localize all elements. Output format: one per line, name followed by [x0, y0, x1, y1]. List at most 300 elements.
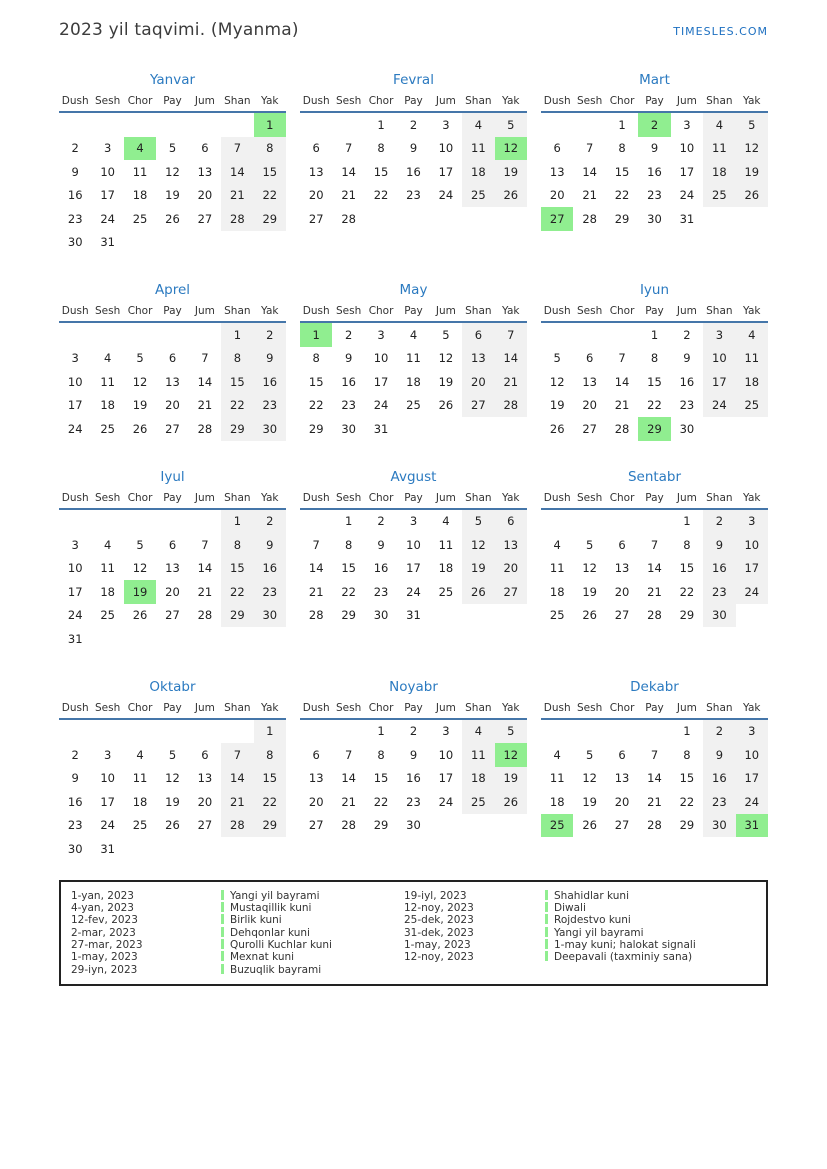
day-header: Jum [435, 95, 456, 107]
week-row [59, 580, 286, 604]
date-cell: 13 [495, 533, 527, 557]
empty-cell [495, 814, 527, 838]
day-header: Shan [465, 701, 492, 714]
date-cell: 19 [165, 794, 180, 809]
date-cell: 30 [341, 421, 356, 436]
month-yanvar [59, 72, 286, 254]
empty-cell [430, 814, 462, 838]
month-title[interactable]: Sentabr [627, 468, 682, 485]
week-row [300, 207, 527, 231]
day-header: Yak [261, 95, 279, 107]
date-cell: 31 [679, 211, 695, 226]
date-cell: 3 [703, 323, 735, 347]
week-row [541, 557, 768, 581]
day-header: Dush [61, 701, 89, 714]
day-header: Chor [609, 701, 635, 714]
day-header: Shan [224, 305, 251, 317]
date-cell: 2 [409, 117, 418, 132]
week-row [541, 580, 768, 604]
date-cell: 16 [406, 164, 421, 179]
timesles-link[interactable]: TIMESLES.COM [673, 25, 768, 38]
date-cell-holiday: 4 [124, 137, 156, 161]
week-row [541, 510, 768, 534]
date-cell: 3 [103, 747, 112, 762]
empty-cell [189, 113, 221, 137]
date-cell: 18 [736, 370, 768, 394]
date-cell: 29 [373, 818, 389, 833]
date-cell: 25 [438, 584, 454, 599]
date-cell: 8 [344, 537, 353, 552]
date-cell: 11 [549, 771, 565, 786]
day-header: Chor [609, 305, 635, 317]
date-cell: 15 [614, 164, 630, 179]
date-cell: 16 [67, 188, 83, 203]
date-cell: 13 [308, 771, 324, 786]
holiday-tick-icon [221, 951, 224, 961]
legend-date: 12-noy, 2023 [404, 901, 474, 914]
legend-name-row [545, 939, 758, 951]
day-header: Pay [163, 491, 182, 504]
day-header: Chor [368, 701, 394, 714]
date-cell: 19 [495, 160, 527, 184]
date-cell: 15 [308, 374, 324, 389]
empty-cell [156, 510, 188, 534]
date-cell: 8 [683, 747, 691, 762]
date-cell: 13 [582, 374, 597, 389]
date-cell: 26 [582, 608, 597, 623]
date-cell: 23 [703, 580, 735, 604]
day-header: Pay [404, 701, 423, 714]
date-cell: 19 [582, 794, 597, 809]
date-cell: 13 [308, 164, 324, 179]
date-cell: 19 [582, 584, 597, 599]
empty-cell [124, 323, 156, 347]
month-title[interactable]: Fevral [393, 72, 434, 88]
day-header: Jum [676, 95, 697, 107]
date-cell: 26 [495, 184, 527, 208]
date-cell: 18 [438, 561, 454, 576]
day-header: Shan [465, 95, 492, 107]
date-cell: 28 [647, 608, 662, 623]
date-cell: 30 [254, 417, 286, 441]
day-header: Yak [743, 491, 761, 504]
date-cell: 17 [438, 771, 454, 786]
date-cell: 20 [165, 398, 180, 413]
legend-name-row [221, 951, 404, 963]
date-cell: 28 [341, 211, 356, 226]
day-header: Chor [127, 305, 153, 317]
day-header: Jum [435, 305, 456, 317]
date-cell: 9 [703, 743, 735, 767]
empty-cell [221, 627, 253, 651]
date-cell: 29 [221, 417, 253, 441]
day-header: Shan [706, 701, 733, 714]
day-header: Dush [543, 491, 571, 504]
empty-cell [703, 207, 735, 231]
empty-cell [495, 604, 527, 628]
month-title[interactable]: Iyul [160, 468, 185, 485]
week-row [300, 323, 527, 347]
week-row [59, 160, 286, 184]
date-cell: 25 [736, 394, 768, 418]
date-cell: 24 [373, 398, 389, 413]
day-header: Yak [502, 305, 520, 317]
empty-cell [254, 837, 286, 861]
date-cell: 11 [132, 771, 148, 786]
empty-cell [541, 510, 573, 534]
month-title[interactable]: Yanvar [149, 72, 196, 88]
date-cell: 27 [165, 421, 180, 436]
date-cell: 26 [495, 790, 527, 814]
day-header: Jum [435, 701, 456, 714]
date-cell: 29 [679, 608, 695, 623]
legend-holiday-name: Mexnat kuni [230, 951, 295, 964]
week-row [541, 814, 768, 838]
week-row [300, 184, 527, 208]
day-header: Yak [261, 701, 279, 714]
date-cell: 21 [614, 398, 630, 413]
date-cell: 9 [254, 533, 286, 557]
date-cell: 28 [614, 421, 630, 436]
date-cell: 25 [132, 818, 148, 833]
date-cell: 22 [679, 584, 695, 599]
month-title[interactable]: Iyun [639, 282, 670, 298]
day-header: Jum [194, 701, 215, 714]
date-cell: 30 [406, 818, 421, 833]
date-cell: 23 [373, 584, 389, 599]
date-cell: 4 [462, 113, 494, 137]
day-header-row [541, 305, 768, 323]
month-title[interactable]: Aprel [154, 282, 191, 298]
day-header: Dush [302, 95, 330, 107]
date-cell: 13 [197, 771, 213, 786]
date-cell: 3 [442, 724, 450, 739]
date-cell: 10 [373, 351, 389, 366]
month-fevral [300, 72, 527, 231]
date-cell: 25 [406, 398, 421, 413]
date-cell-holiday: 12 [495, 137, 527, 161]
day-header: Pay [404, 305, 423, 317]
week-row [59, 837, 286, 861]
day-header: Jum [194, 305, 215, 317]
date-cell: 23 [406, 188, 421, 203]
date-cell: 4 [442, 514, 450, 529]
date-cell: 8 [683, 537, 691, 552]
date-cell: 13 [462, 347, 494, 371]
empty-cell [736, 604, 768, 628]
week-row [59, 720, 286, 744]
day-header-row [300, 95, 527, 113]
date-cell: 11 [462, 743, 494, 767]
empty-cell [541, 323, 573, 347]
empty-cell [300, 113, 332, 137]
date-cell: 9 [683, 351, 691, 366]
date-cell: 24 [100, 211, 115, 226]
empty-cell [573, 510, 605, 534]
week-row [59, 604, 286, 628]
date-cell: 29 [614, 211, 630, 226]
day-header: Chor [127, 95, 153, 107]
day-header-row [541, 492, 768, 510]
date-cell: 2 [71, 747, 79, 762]
day-header: Dush [543, 701, 571, 714]
week-row [300, 604, 527, 628]
empty-cell [156, 720, 188, 744]
date-cell: 14 [221, 160, 253, 184]
date-cell: 16 [67, 794, 83, 809]
legend-dates-right [404, 890, 545, 977]
week-row [59, 557, 286, 581]
date-cell: 21 [647, 584, 662, 599]
date-cell: 20 [165, 584, 180, 599]
date-cell: 4 [703, 113, 735, 137]
date-cell: 15 [221, 370, 253, 394]
date-cell: 26 [549, 421, 565, 436]
empty-cell [156, 627, 188, 651]
week-row [541, 767, 768, 791]
date-cell: 6 [168, 351, 177, 366]
legend-date: 31-dek, 2023 [404, 926, 474, 939]
date-cell: 11 [462, 137, 494, 161]
legend-date: 19-iyl, 2023 [404, 889, 467, 902]
date-cell: 12 [462, 533, 494, 557]
date-cell: 24 [736, 580, 768, 604]
month-title[interactable]: Noyabr [389, 678, 438, 695]
week-row [300, 370, 527, 394]
empty-cell [254, 231, 286, 255]
empty-cell [397, 207, 429, 231]
empty-cell [91, 113, 123, 137]
day-header: Shan [706, 305, 733, 317]
week-row [541, 207, 768, 231]
day-header: Pay [645, 95, 664, 107]
date-cell: 11 [100, 374, 115, 389]
date-cell: 2 [683, 327, 691, 342]
date-cell-holiday: 19 [124, 580, 156, 604]
date-cell: 26 [132, 608, 148, 623]
week-row [300, 510, 527, 534]
date-cell: 11 [438, 537, 454, 552]
date-cell: 24 [703, 394, 735, 418]
date-cell: 27 [165, 608, 180, 623]
date-cell: 5 [136, 537, 144, 552]
date-cell: 10 [736, 533, 768, 557]
date-cell: 5 [585, 537, 594, 552]
empty-cell [59, 510, 91, 534]
day-header: Yak [502, 95, 520, 107]
day-header: Dush [61, 305, 89, 317]
date-cell: 22 [308, 398, 324, 413]
date-cell: 18 [132, 794, 148, 809]
legend-holiday-name: Mustaqillik kuni [230, 901, 312, 914]
empty-cell [221, 837, 253, 861]
date-cell: 7 [221, 137, 253, 161]
day-header: Chor [368, 491, 394, 504]
date-cell: 5 [495, 720, 527, 744]
date-cell: 26 [736, 184, 768, 208]
date-cell: 29 [254, 814, 286, 838]
day-header: Sesh [95, 701, 121, 714]
day-header: Jum [676, 305, 697, 317]
date-cell: 19 [495, 767, 527, 791]
date-cell: 1 [344, 514, 353, 529]
month-aprel [59, 282, 286, 441]
date-cell: 15 [341, 561, 356, 576]
date-cell: 14 [495, 347, 527, 371]
week-row [300, 743, 527, 767]
date-cell: 15 [647, 374, 662, 389]
date-cell: 10 [100, 771, 115, 786]
date-cell: 17 [100, 794, 115, 809]
date-cell: 13 [614, 561, 630, 576]
date-cell: 13 [165, 374, 180, 389]
empty-cell [124, 720, 156, 744]
empty-cell [91, 720, 123, 744]
day-header: Sesh [95, 305, 121, 317]
week-row [59, 510, 286, 534]
date-cell: 26 [165, 211, 180, 226]
empty-cell [156, 231, 188, 255]
date-cell: 11 [703, 137, 735, 161]
date-cell: 21 [197, 584, 213, 599]
empty-cell [495, 417, 527, 441]
legend-name-row [545, 914, 758, 926]
date-cell: 20 [582, 398, 597, 413]
day-header: Jum [194, 491, 215, 504]
day-header: Chor [127, 491, 153, 504]
date-cell: 4 [553, 537, 561, 552]
day-header: Chor [609, 95, 635, 107]
legend-name-row [221, 939, 404, 951]
date-cell: 23 [679, 398, 695, 413]
day-header: Yak [743, 95, 761, 107]
date-cell: 23 [703, 790, 735, 814]
date-cell: 11 [100, 561, 115, 576]
empty-cell [124, 231, 156, 255]
date-cell: 6 [462, 323, 494, 347]
date-cell: 31 [406, 608, 421, 623]
date-cell: 30 [679, 421, 695, 436]
date-cell: 23 [254, 394, 286, 418]
date-cell: 12 [132, 374, 148, 389]
date-cell: 19 [736, 160, 768, 184]
week-row [300, 790, 527, 814]
month-title[interactable]: May [399, 282, 428, 298]
week-row [541, 533, 768, 557]
holiday-tick-icon [221, 902, 224, 912]
date-cell: 6 [618, 537, 626, 552]
month-title[interactable]: Avgust [390, 468, 437, 485]
empty-cell [221, 231, 253, 255]
holiday-tick-icon [545, 890, 548, 900]
week-row [300, 814, 527, 838]
empty-cell [300, 720, 332, 744]
date-cell: 3 [736, 510, 768, 534]
day-header: Shan [224, 95, 251, 107]
date-cell: 27 [197, 211, 213, 226]
date-cell: 20 [308, 188, 324, 203]
date-cell: 14 [197, 374, 213, 389]
date-cell: 22 [647, 398, 662, 413]
date-cell: 22 [373, 794, 389, 809]
legend-date: 29-iyn, 2023 [71, 963, 138, 976]
day-header: Pay [163, 305, 182, 317]
legend-name-row [221, 902, 404, 914]
day-header: Jum [676, 491, 697, 504]
day-header: Pay [645, 305, 664, 317]
date-cell: 22 [254, 184, 286, 208]
legend-date: 27-mar, 2023 [71, 939, 143, 952]
day-header: Yak [502, 701, 520, 714]
day-header: Chor [127, 701, 153, 714]
date-cell: 23 [67, 818, 83, 833]
holiday-legend [59, 880, 768, 987]
date-cell: 6 [312, 141, 320, 156]
date-cell: 3 [71, 537, 79, 552]
day-header-row [541, 702, 768, 720]
date-cell: 17 [679, 164, 695, 179]
date-cell: 4 [136, 747, 144, 762]
week-row [59, 113, 286, 137]
holiday-tick-icon [545, 951, 548, 961]
day-header: Yak [743, 305, 761, 317]
date-cell: 13 [549, 164, 565, 179]
date-cell: 9 [377, 537, 385, 552]
date-cell: 6 [312, 747, 320, 762]
date-cell: 21 [495, 370, 527, 394]
date-cell: 4 [462, 720, 494, 744]
date-cell: 27 [495, 580, 527, 604]
month-title[interactable]: Oktabr [149, 678, 196, 695]
month-avgust [300, 469, 527, 628]
legend-date: 12-fev, 2023 [71, 914, 138, 927]
date-cell: 24 [67, 608, 83, 623]
date-cell: 10 [67, 374, 83, 389]
date-cell: 2 [703, 720, 735, 744]
date-cell: 28 [221, 814, 253, 838]
date-cell: 7 [650, 537, 659, 552]
date-cell: 17 [736, 767, 768, 791]
date-cell: 12 [582, 771, 597, 786]
date-cell: 16 [406, 771, 421, 786]
week-row [300, 417, 527, 441]
week-row [59, 767, 286, 791]
empty-cell [736, 207, 768, 231]
date-cell: 26 [438, 398, 454, 413]
date-cell: 23 [254, 580, 286, 604]
month-title[interactable]: Mart [639, 72, 670, 88]
legend-holiday-name: Diwali [554, 901, 586, 914]
date-cell: 25 [462, 790, 494, 814]
date-cell: 3 [71, 351, 79, 366]
date-cell: 12 [132, 561, 148, 576]
date-cell: 1 [254, 720, 286, 744]
date-cell: 16 [647, 164, 662, 179]
day-header: Pay [163, 701, 182, 714]
date-cell: 17 [438, 164, 454, 179]
day-header-row [541, 95, 768, 113]
date-cell: 20 [197, 188, 213, 203]
date-cell: 29 [308, 421, 324, 436]
month-title[interactable]: Dekabr [630, 678, 679, 695]
date-cell: 22 [221, 580, 253, 604]
date-cell: 16 [341, 374, 356, 389]
date-cell: 8 [618, 141, 626, 156]
date-cell: 7 [650, 747, 659, 762]
empty-cell [638, 510, 670, 534]
holiday-tick-icon [545, 927, 548, 937]
legend-dates-left [71, 890, 221, 977]
